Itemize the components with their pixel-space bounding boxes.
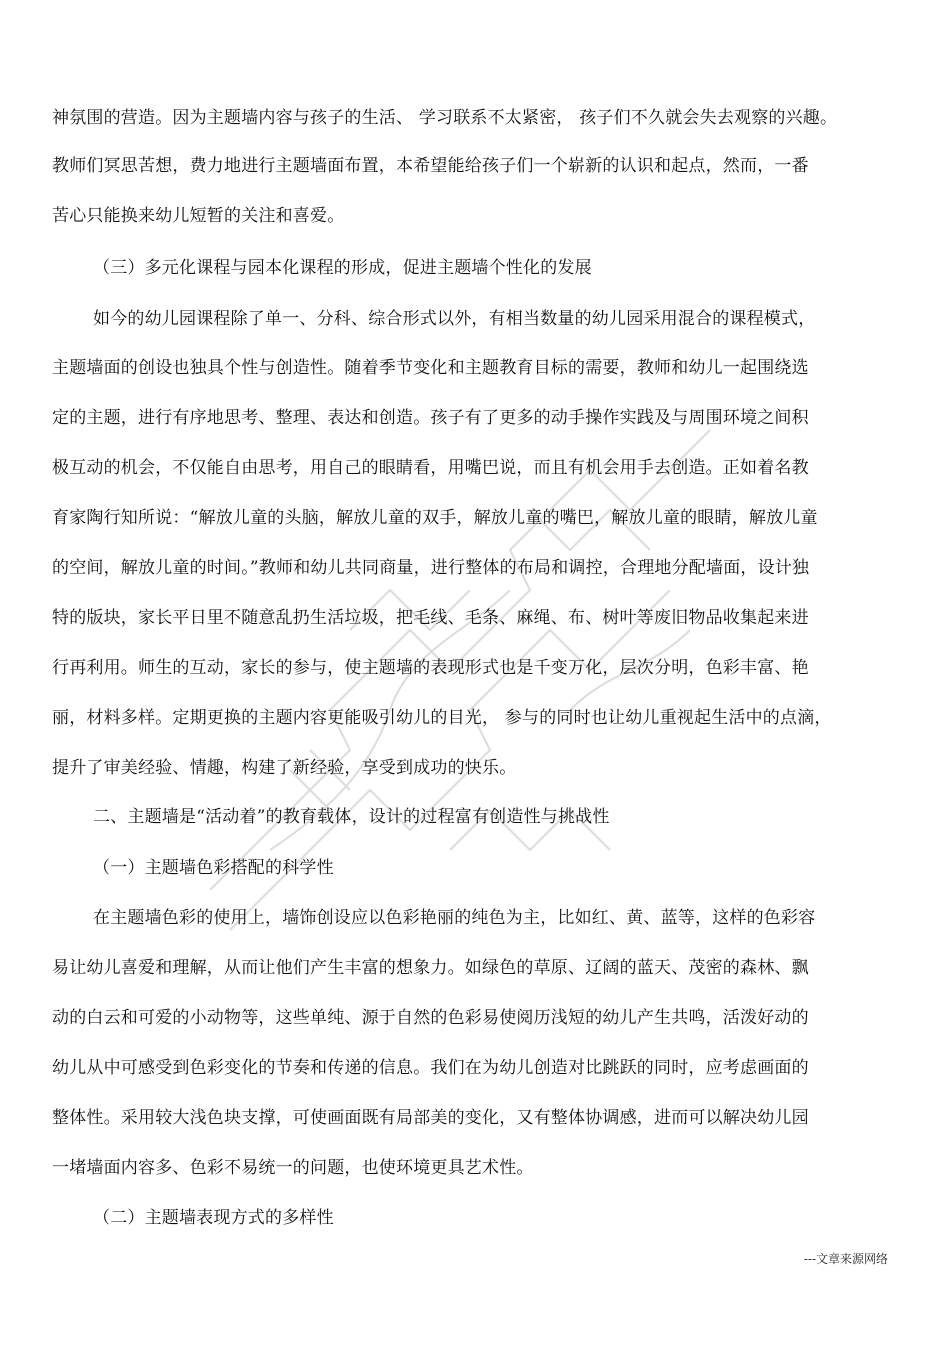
text-line: 一堵墙面内容多、色彩不易统一的问题，也使环境更具艺术性。 xyxy=(52,1158,534,1178)
text-line: 的空间，解放儿童的时间。”教师和幼儿共同商量，进行整体的布局和调控，合理地分配墙面，设计独 xyxy=(52,558,810,578)
text-line: 行再利用。师生的互动，家长的参与，使主题墙的表现形式也是千变万化，层次分明，色彩丰富、艳 xyxy=(52,658,809,678)
text-line: 育家陶行知所说：“解放儿童的头脑，解放儿童的双手，解放儿童的嘴巴，解放儿童的眼睛，解放儿童 xyxy=(52,508,818,528)
text-line: 定的主题，进行有序地思考、整理、表达和创造。孩子有了更多的动手操作实践及与周围环境之间积 xyxy=(52,408,809,428)
text-line: 苦心只能换来幼儿短暂的关注和喜爱。 xyxy=(52,206,345,226)
text-line: 易让幼儿喜爱和理解，从而让他们产生丰富的想象力。如绿色的草原、辽阔的蓝天、茂密的森林、飘 xyxy=(52,958,809,978)
text-line: 主题墙面的创设也独具个性与创造性。随着季节变化和主题教育目标的需要，教师和幼儿一起围绕选 xyxy=(52,358,809,378)
text-line: 神氛围的营造。因为主题墙内容与孩子的生活、 学习联系不太紧密， 孩子们不久就会失去观察的兴趣。 xyxy=(52,108,838,128)
section-heading: （一）主题墙色彩搭配的科学性 xyxy=(93,858,334,878)
text-line: 极互动的机会，不仅能自由思考，用自己的眼睛看，用嘴巴说，而且有机会用手去创造。正如着名教 xyxy=(52,458,809,478)
text-line: 在主题墙色彩的使用上，墙饰创设应以色彩艳丽的纯色为主，比如红、黄、蓝等，这样的色彩容 xyxy=(93,908,816,928)
text-line: 丽，材料多样。定期更换的主题内容更能吸引幼儿的目光， 参与的同时也让幼儿重视起生活中的点滴， xyxy=(52,708,832,728)
text-line: 特的版块，家长平日里不随意乱扔生活垃圾，把毛线、毛条、麻绳、布、树叶等废旧物品收集起来进 xyxy=(52,608,809,628)
text-line: 如今的幼儿园课程除了单一、分科、综合形式以外，有相当数量的幼儿园采用混合的课程模式， xyxy=(93,309,816,329)
text-line: 提升了审美经验、情趣，构建了新经验，享受到成功的快乐。 xyxy=(52,758,517,778)
text-line: 动的白云和可爱的小动物等，这些单纯、源于自然的色彩易使阅历浅短的幼儿产生共鸣，活泼好动的 xyxy=(52,1008,809,1028)
section-heading: （二）主题墙表现方式的多样性 xyxy=(93,1208,334,1228)
text-line: 教师们冥思苦想，费力地进行主题墙面布置，本希望能给孩子们一个崭新的认识和起点，然而，一番 xyxy=(52,156,809,176)
text-line: 幼儿从中可感受到色彩变化的节奏和传递的信息。我们在为幼儿创造对比跳跃的同时，应考虑画面的 xyxy=(52,1058,809,1078)
section-heading: （三）多元化课程与园本化课程的形成，促进主题墙个性化的发展 xyxy=(93,258,592,278)
page-footer: ---文章来源网络 xyxy=(803,1252,888,1266)
text-line: 整体性。采用较大浅色块支撑，可使画面既有局部美的变化，又有整体协调感，进而可以解决幼儿园 xyxy=(52,1108,809,1128)
section-heading: 二、主题墙是“活动着”的教育载体，设计的过程富有创造性与挑战性 xyxy=(93,807,610,827)
